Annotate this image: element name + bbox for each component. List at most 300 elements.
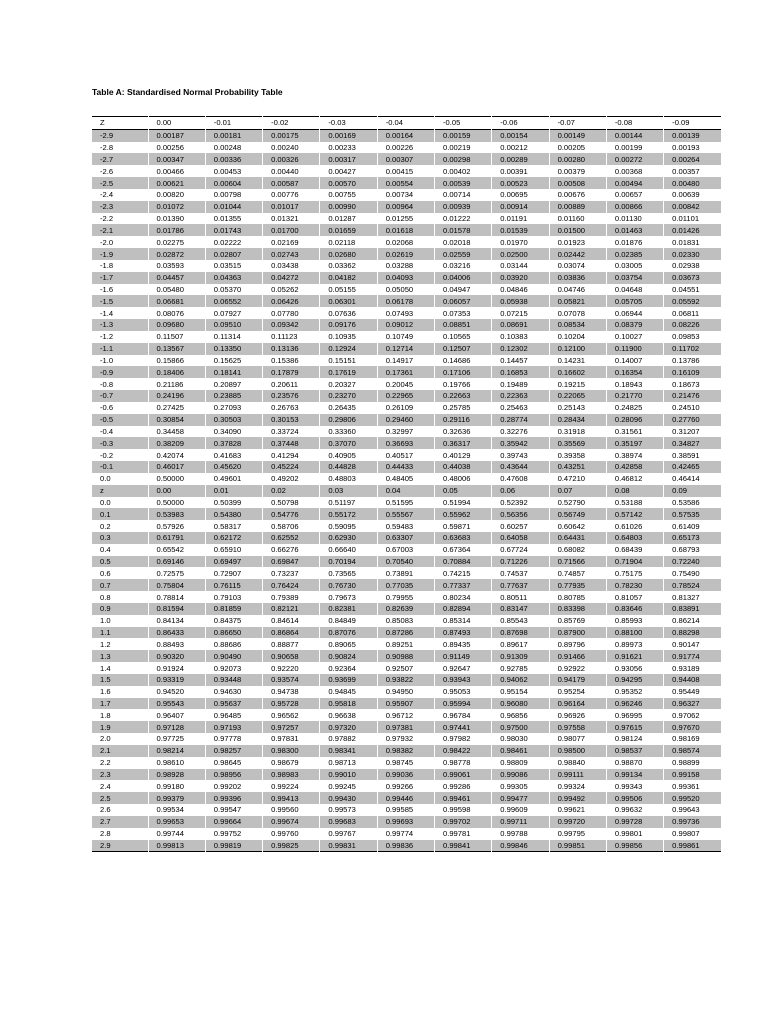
probability-cell: 0.52790	[549, 497, 606, 509]
probability-cell: 0.17879	[263, 366, 320, 378]
table-row	[92, 378, 721, 390]
probability-cell: 0.22663	[434, 390, 491, 402]
probability-cell: 0.99752	[205, 828, 262, 840]
probability-cell: 0.99086	[492, 769, 549, 781]
probability-cell: 0.37828	[205, 437, 262, 449]
probability-cell: 0.34458	[148, 426, 205, 438]
table-row	[92, 816, 721, 828]
probability-cell: 0.18141	[205, 366, 262, 378]
probability-cell: 0.98030	[492, 733, 549, 745]
z-value-cell: -0.2	[100, 450, 114, 460]
probability-cell: 0.03005	[606, 260, 663, 272]
probability-cell: 0.05	[434, 485, 491, 497]
probability-cell: 0.00326	[263, 153, 320, 165]
probability-cell: 0.95637	[205, 698, 262, 710]
probability-cell: 0.58706	[263, 520, 320, 532]
probability-cell: 0.98983	[263, 769, 320, 781]
table-row	[92, 272, 721, 284]
probability-cell: 0.98300	[263, 745, 320, 757]
probability-cell: 0.92922	[549, 662, 606, 674]
probability-cell: 0.06681	[148, 295, 205, 307]
probability-cell: 0.02619	[377, 248, 434, 260]
probability-cell: 0.00368	[606, 165, 663, 177]
probability-cell: 0.11900	[606, 343, 663, 355]
probability-cell: 0.74857	[549, 567, 606, 579]
probability-cell: 0.00866	[606, 201, 663, 213]
table-row	[92, 142, 721, 154]
probability-cell: 0.01700	[263, 224, 320, 236]
table-row	[92, 840, 721, 852]
probability-cell: 0.99547	[205, 804, 262, 816]
probability-cell: 0.09342	[263, 319, 320, 331]
probability-cell: 0.97882	[320, 733, 377, 745]
probability-cell: 0.31207	[664, 426, 721, 438]
z-value-cell: -1.7	[100, 273, 114, 283]
probability-cell: 0.00480	[664, 177, 721, 189]
probability-cell: 0.55567	[377, 508, 434, 520]
probability-cell: 0.01101	[664, 213, 721, 225]
probability-cell: 0.05705	[606, 295, 663, 307]
table-row	[92, 260, 721, 272]
probability-cell: 0.09853	[664, 331, 721, 343]
probability-cell: 0.64058	[492, 532, 549, 544]
probability-cell: 0.35942	[492, 437, 549, 449]
table-row	[92, 437, 721, 449]
z-value-cell: 1.5	[100, 675, 111, 685]
probability-cell: 0.01500	[549, 224, 606, 236]
probability-cell: 0.41683	[205, 449, 262, 461]
probability-cell: 0.00226	[377, 142, 434, 154]
probability-cell: 0.09680	[148, 319, 205, 331]
probability-cell: 0.00427	[320, 165, 377, 177]
table-row	[92, 248, 721, 260]
probability-cell: 0.85769	[549, 615, 606, 627]
probability-cell: 0.13136	[263, 343, 320, 355]
probability-cell: 0.02385	[606, 248, 663, 260]
probability-cell: 0.99693	[377, 816, 434, 828]
probability-cell: 0.04947	[434, 284, 491, 296]
probability-cell: 0.29460	[377, 414, 434, 426]
probability-cell: 0.20897	[205, 378, 262, 390]
probability-cell: 0.00175	[263, 129, 320, 141]
table-row	[92, 201, 721, 213]
z-value-cell: -2.1	[100, 225, 114, 235]
probability-cell: 0.68793	[664, 544, 721, 556]
probability-cell: 0.82381	[320, 603, 377, 615]
probability-cell: 0.81057	[606, 591, 663, 603]
z-value-cell: 2.3	[100, 769, 111, 779]
probability-cell: 0.00169	[320, 129, 377, 141]
probability-cell: 0.66640	[320, 544, 377, 556]
probability-cell: 0.85083	[377, 615, 434, 627]
probability-cell: 0.05821	[549, 295, 606, 307]
probability-cell: 0.36317	[434, 437, 491, 449]
probability-cell: 0.00139	[664, 129, 721, 141]
probability-cell: 0.59483	[377, 520, 434, 532]
probability-cell: 0.46017	[148, 461, 205, 473]
probability-cell: 0.00570	[320, 177, 377, 189]
table-row	[92, 579, 721, 591]
probability-cell: 0.03288	[377, 260, 434, 272]
probability-cell: 0.69497	[205, 556, 262, 568]
probability-cell: 0.26435	[320, 402, 377, 414]
page-title: Table A: Standardised Normal Probability Table	[92, 87, 283, 97]
probability-cell: 0.51197	[320, 497, 377, 509]
probability-cell: 0.98899	[664, 757, 721, 769]
probability-cell: 0.99720	[549, 816, 606, 828]
probability-cell: 0.61409	[664, 520, 721, 532]
probability-cell: 0.98422	[434, 745, 491, 757]
probability-cell: 0.41294	[263, 449, 320, 461]
probability-cell: 0.96784	[434, 709, 491, 721]
probability-cell: 0.01578	[434, 224, 491, 236]
probability-cell: 0.84375	[205, 615, 262, 627]
probability-cell: 0.01923	[549, 236, 606, 248]
probability-cell: 0.00248	[205, 142, 262, 154]
probability-cell: 0.88298	[664, 627, 721, 639]
probability-cell: 0.86650	[205, 627, 262, 639]
z-value-cell: -1.4	[100, 308, 114, 318]
table-row	[92, 343, 721, 355]
probability-cell: 0.18673	[664, 378, 721, 390]
probability-cell: 0.32276	[492, 426, 549, 438]
probability-cell: 0.98956	[205, 769, 262, 781]
table-row	[92, 615, 721, 627]
probability-cell: 0.07780	[263, 307, 320, 319]
probability-cell: 0.03438	[263, 260, 320, 272]
probability-cell: 0.01072	[148, 201, 205, 213]
probability-cell: 0.99767	[320, 828, 377, 840]
probability-cell: 0.00939	[434, 201, 491, 213]
probability-cell: 0.89617	[492, 638, 549, 650]
probability-cell: 0.95053	[434, 686, 491, 698]
probability-cell: 0.99061	[434, 769, 491, 781]
probability-cell: 0.88100	[606, 627, 663, 639]
probability-cell: 0.30854	[148, 414, 205, 426]
probability-cell: 0.98169	[664, 733, 721, 745]
table-row	[92, 674, 721, 686]
probability-cell: 0.16602	[549, 366, 606, 378]
table-row	[92, 686, 721, 698]
z-value-cell: 2.4	[100, 781, 111, 791]
probability-cell: 0.55172	[320, 508, 377, 520]
probability-cell: 0.56749	[549, 508, 606, 520]
probability-cell: 0.02559	[434, 248, 491, 260]
probability-cell: 0.18406	[148, 366, 205, 378]
table-row	[92, 497, 721, 509]
z-value-cell: 2.7	[100, 817, 111, 827]
probability-cell: 0.05938	[492, 295, 549, 307]
z-value-cell: 1.4	[100, 663, 111, 673]
probability-cell: 0.86433	[148, 627, 205, 639]
probability-cell: 0.87493	[434, 627, 491, 639]
probability-cell: 0.95154	[492, 686, 549, 698]
z-value-cell: -1.8	[100, 261, 114, 271]
probability-cell: 0.93319	[148, 674, 205, 686]
table-row	[92, 473, 721, 485]
probability-cell: 0.19215	[549, 378, 606, 390]
probability-cell: 0.99728	[606, 816, 663, 828]
probability-cell: 0.03673	[664, 272, 721, 284]
probability-cell: 0.99266	[377, 780, 434, 792]
probability-cell: 0.00298	[434, 153, 491, 165]
probability-cell: 0.32997	[377, 426, 434, 438]
probability-cell: 0.00307	[377, 153, 434, 165]
probability-cell: 0.97982	[434, 733, 491, 745]
probability-cell: 0.34090	[205, 426, 262, 438]
z-value-cell: -1.0	[100, 355, 114, 365]
probability-cell: 0.00798	[205, 189, 262, 201]
probability-cell: 0.93822	[377, 674, 434, 686]
probability-cell: 0.62552	[263, 532, 320, 544]
probability-cell: 0.98341	[320, 745, 377, 757]
probability-cell: 0.20611	[263, 378, 320, 390]
probability-cell: 0.14686	[434, 355, 491, 367]
probability-cell: 0.96712	[377, 709, 434, 721]
probability-cell: 0.96638	[320, 709, 377, 721]
probability-cell: 0.71566	[549, 556, 606, 568]
probability-cell: 0.03593	[148, 260, 205, 272]
probability-cell: 0.99224	[263, 780, 320, 792]
probability-cell: 0.08379	[606, 319, 663, 331]
probability-cell: 0.02938	[664, 260, 721, 272]
probability-cell: 0.00149	[549, 129, 606, 141]
probability-cell: 0.99621	[549, 804, 606, 816]
probability-cell: 0.91149	[434, 650, 491, 662]
probability-cell: 0.13350	[205, 343, 262, 355]
z-value-cell: 2.8	[100, 829, 111, 839]
probability-cell: 0.71226	[492, 556, 549, 568]
probability-cell: 0.99506	[606, 792, 663, 804]
column-header: -0.05	[434, 117, 491, 130]
probability-cell: 0.53188	[606, 497, 663, 509]
table-row	[92, 603, 721, 615]
probability-cell: 0.01970	[492, 236, 549, 248]
probability-cell: 0.02222	[205, 236, 262, 248]
z-value-cell: -1.2	[100, 332, 114, 342]
table-row	[92, 224, 721, 236]
probability-cell: 0.02068	[377, 236, 434, 248]
probability-cell: 0.96407	[148, 709, 205, 721]
probability-cell: 0.99744	[148, 828, 205, 840]
probability-cell: 0.40905	[320, 449, 377, 461]
z-value-cell: 2.1	[100, 746, 111, 756]
probability-cell: 0.02275	[148, 236, 205, 248]
z-value-cell: -0.5	[100, 415, 114, 425]
probability-cell: 0.03	[320, 485, 377, 497]
probability-cell: 0.09510	[205, 319, 262, 331]
probability-cell: 0.99534	[148, 804, 205, 816]
probability-cell: 0.31561	[606, 426, 663, 438]
probability-cell: 0.98461	[492, 745, 549, 757]
table-row	[92, 733, 721, 745]
z-value-cell: z	[100, 486, 104, 496]
probability-cell: 0.01831	[664, 236, 721, 248]
z-value-cell: 0.3	[100, 533, 111, 543]
table-row	[92, 662, 721, 674]
probability-cell: 0.00181	[205, 129, 262, 141]
table-row	[92, 295, 721, 307]
probability-cell: 0.93943	[434, 674, 491, 686]
probability-cell: 0.08	[606, 485, 663, 497]
probability-cell: 0.79955	[377, 591, 434, 603]
probability-cell: 0.98645	[205, 757, 262, 769]
probability-cell: 0.09012	[377, 319, 434, 331]
probability-cell: 0.99861	[664, 840, 721, 852]
probability-cell: 0.27760	[664, 414, 721, 426]
probability-cell: 0.98745	[377, 757, 434, 769]
probability-cell: 0.60257	[492, 520, 549, 532]
probability-cell: 0.03074	[549, 260, 606, 272]
probability-cell: 0.53983	[148, 508, 205, 520]
probability-cell: 0.82894	[434, 603, 491, 615]
probability-cell: 0.90490	[205, 650, 262, 662]
probability-cell: 0.37070	[320, 437, 377, 449]
probability-cell: 0.62930	[320, 532, 377, 544]
z-value-cell: -2.3	[100, 202, 114, 212]
probability-cell: 0.61791	[148, 532, 205, 544]
z-value-cell: -0.6	[100, 403, 114, 413]
probability-cell: 0.99801	[606, 828, 663, 840]
probability-cell: 0.91466	[549, 650, 606, 662]
probability-cell: 0.99760	[263, 828, 320, 840]
probability-cell: 0.02680	[320, 248, 377, 260]
probability-cell: 0.23576	[263, 390, 320, 402]
probability-cell: 0.02	[263, 485, 320, 497]
probability-cell: 0.03836	[549, 272, 606, 284]
probability-cell: 0.02118	[320, 236, 377, 248]
table-row	[92, 698, 721, 710]
z-value-cell: 0.0	[100, 497, 111, 507]
probability-cell: 0.99643	[664, 804, 721, 816]
probability-cell: 0.26763	[263, 402, 320, 414]
probability-cell: 0.76730	[320, 579, 377, 591]
probability-cell: 0.81594	[148, 603, 205, 615]
probability-cell: 0.42465	[664, 461, 721, 473]
probability-cell: 0.31918	[549, 426, 606, 438]
probability-cell: 0.99286	[434, 780, 491, 792]
probability-cell: 0.01044	[205, 201, 262, 213]
probability-cell: 0.64431	[549, 532, 606, 544]
probability-cell: 0.75804	[148, 579, 205, 591]
probability-cell: 0.98214	[148, 745, 205, 757]
probability-cell: 0.90658	[263, 650, 320, 662]
probability-cell: 0.45224	[263, 461, 320, 473]
probability-cell: 0.76424	[263, 579, 320, 591]
probability-cell: 0.05262	[263, 284, 320, 296]
probability-cell: 0.04457	[148, 272, 205, 284]
probability-cell: 0.07636	[320, 307, 377, 319]
probability-cell: 0.96562	[263, 709, 320, 721]
probability-cell: 0.05480	[148, 284, 205, 296]
column-header: -0.07	[549, 117, 606, 130]
probability-cell: 0.65910	[205, 544, 262, 556]
probability-cell: 0.73565	[320, 567, 377, 579]
probability-cell: 0.99560	[263, 804, 320, 816]
probability-cell: 0.65542	[148, 544, 205, 556]
probability-cell: 0.00280	[549, 153, 606, 165]
z-value-cell: -1.1	[100, 344, 114, 354]
probability-cell: 0.03216	[434, 260, 491, 272]
probability-cell: 0.06426	[263, 295, 320, 307]
probability-cell: 0.32636	[434, 426, 491, 438]
probability-cell: 0.83646	[606, 603, 663, 615]
probability-cell: 0.86864	[263, 627, 320, 639]
probability-cell: 0.99134	[606, 769, 663, 781]
probability-cell: 0.99836	[377, 840, 434, 852]
probability-cell: 0.19489	[492, 378, 549, 390]
probability-cell: 0.22363	[492, 390, 549, 402]
table-row	[92, 213, 721, 225]
probability-cell: 0.39743	[492, 449, 549, 461]
table-row	[92, 591, 721, 603]
probability-cell: 0.29806	[320, 414, 377, 426]
probability-cell: 0.98537	[606, 745, 663, 757]
probability-cell: 0.07927	[205, 307, 262, 319]
z-value-cell: 0.0	[100, 474, 111, 484]
probability-cell: 0.99343	[606, 780, 663, 792]
probability-cell: 0.68082	[549, 544, 606, 556]
probability-cell: 0.68439	[606, 544, 663, 556]
table-row	[92, 449, 721, 461]
probability-cell: 0.00264	[664, 153, 721, 165]
probability-cell: 0.08076	[148, 307, 205, 319]
probability-cell: 0.98870	[606, 757, 663, 769]
normal-probability-table	[92, 116, 721, 852]
probability-cell: 0.97831	[263, 733, 320, 745]
probability-cell: 0.69847	[263, 556, 320, 568]
probability-cell: 0.52392	[492, 497, 549, 509]
probability-cell: 0.74215	[434, 567, 491, 579]
probability-cell: 0.94408	[664, 674, 721, 686]
probability-cell: 0.99819	[205, 840, 262, 852]
probability-cell: 0.40129	[434, 449, 491, 461]
probability-cell: 0.72907	[205, 567, 262, 579]
probability-cell: 0.98840	[549, 757, 606, 769]
z-value-cell: 0.1	[100, 509, 111, 519]
probability-cell: 0.25463	[492, 402, 549, 414]
probability-cell: 0.02743	[263, 248, 320, 260]
probability-cell: 0.94179	[549, 674, 606, 686]
probability-cell: 0.00494	[606, 177, 663, 189]
probability-cell: 0.08691	[492, 319, 549, 331]
z-value-cell: 1.2	[100, 639, 111, 649]
probability-cell: 0.07078	[549, 307, 606, 319]
probability-cell: 0.06	[492, 485, 549, 497]
probability-cell: 0.05155	[320, 284, 377, 296]
probability-cell: 0.38591	[664, 449, 721, 461]
probability-cell: 0.99158	[664, 769, 721, 781]
probability-cell: 0.24196	[148, 390, 205, 402]
z-value-cell: -1.6	[100, 285, 114, 294]
z-value-cell: 0.7	[100, 580, 111, 590]
probability-cell: 0.00621	[148, 177, 205, 189]
z-value-cell: -2.9	[100, 131, 114, 141]
table-row	[92, 769, 721, 781]
probability-cell: 0.04846	[492, 284, 549, 296]
probability-cell: 0.96164	[549, 698, 606, 710]
probability-cell: 0.29116	[434, 414, 491, 426]
probability-cell: 0.01463	[606, 224, 663, 236]
table-row	[92, 284, 721, 296]
table-row	[92, 804, 721, 816]
table-row	[92, 532, 721, 544]
probability-cell: 0.00159	[434, 129, 491, 141]
probability-cell: 0.01355	[205, 213, 262, 225]
probability-cell: 0.98500	[549, 745, 606, 757]
z-value-cell: 2.5	[100, 793, 111, 803]
table-row	[92, 426, 721, 438]
